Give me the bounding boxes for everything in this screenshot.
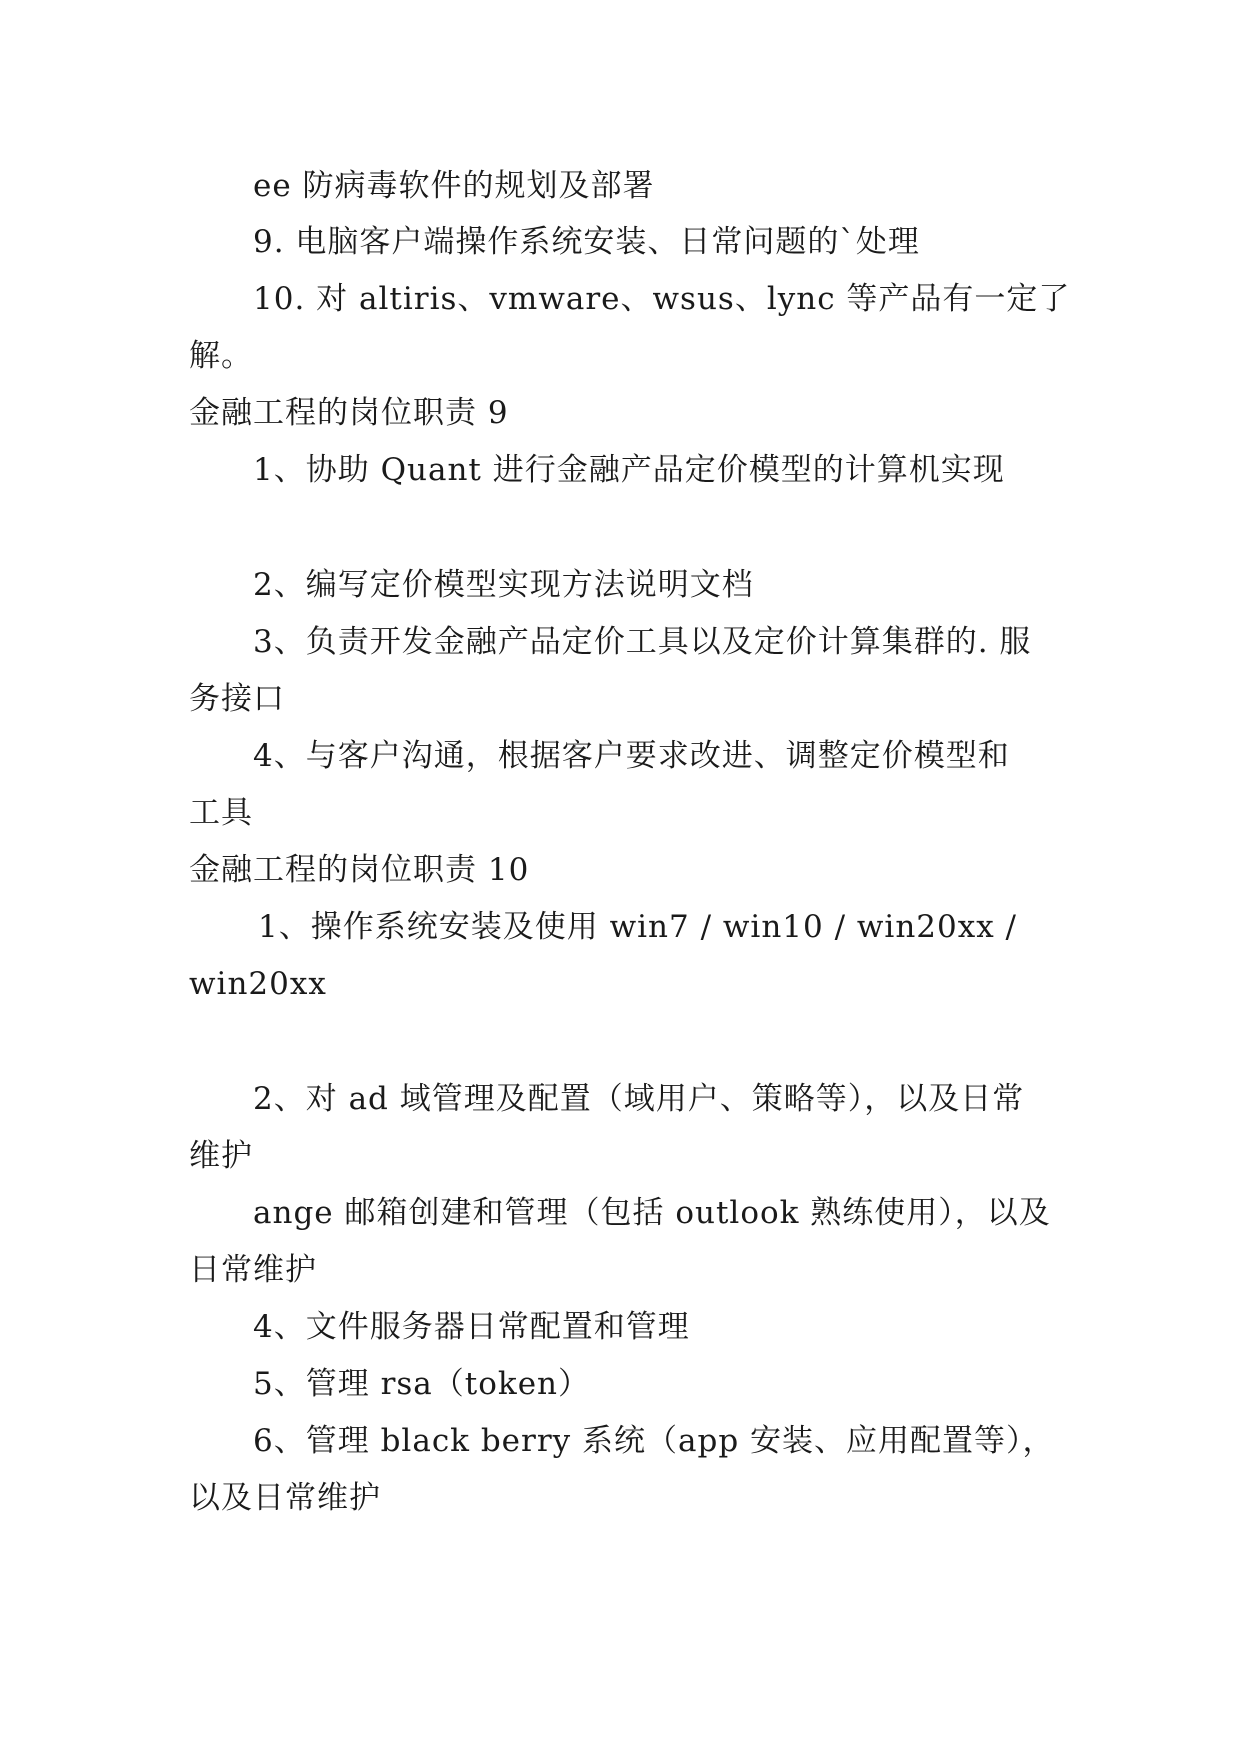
- text-line: 维护: [189, 1138, 253, 1174]
- list-item-4: 4、文件服务器日常配置和管理: [253, 1309, 690, 1345]
- section-heading-9: 金融工程的岗位职责 9: [189, 395, 509, 431]
- list-item-1: 1、操作系统安装及使用 win7 / win10 / win20xx /: [258, 909, 1018, 945]
- section-heading-10: 金融工程的岗位职责 10: [189, 852, 530, 888]
- list-item-5: 5、管理 rsa（token）: [253, 1366, 591, 1402]
- list-item-9: 9. 电脑客户端操作系统安装、日常问题的`处理: [253, 224, 920, 260]
- list-item-2: 2、编写定价模型实现方法说明文档: [253, 567, 754, 603]
- text-line: ange 邮箱创建和管理（包括 outlook 熟练使用），以及: [253, 1195, 1051, 1231]
- text-line: ee 防病毒软件的规划及部署: [253, 168, 655, 204]
- text-line: 解。: [189, 338, 253, 374]
- list-item-10: 10. 对 altiris、vmware、wsus、lync 等产品有一定了: [253, 281, 1071, 317]
- text-line: win20xx: [189, 966, 327, 1002]
- list-item-6: 6、管理 black berry 系统（app 安装、应用配置等），: [253, 1423, 1055, 1459]
- text-line: 务接口: [189, 681, 285, 717]
- text-line: 工具: [189, 795, 253, 831]
- list-item-2: 2、对 ad 域管理及配置（域用户、策略等），以及日常: [253, 1081, 1025, 1117]
- list-item-4: 4、与客户沟通，根据客户要求改进、调整定价模型和: [253, 738, 1010, 774]
- text-line: 日常维护: [189, 1252, 317, 1288]
- list-item-3: 3、负责开发金融产品定价工具以及定价计算集群的. 服: [253, 624, 1032, 660]
- text-line: 以及日常维护: [189, 1480, 381, 1516]
- list-item-1: 1、协助 Quant 进行金融产品定价模型的计算机实现: [253, 452, 1005, 488]
